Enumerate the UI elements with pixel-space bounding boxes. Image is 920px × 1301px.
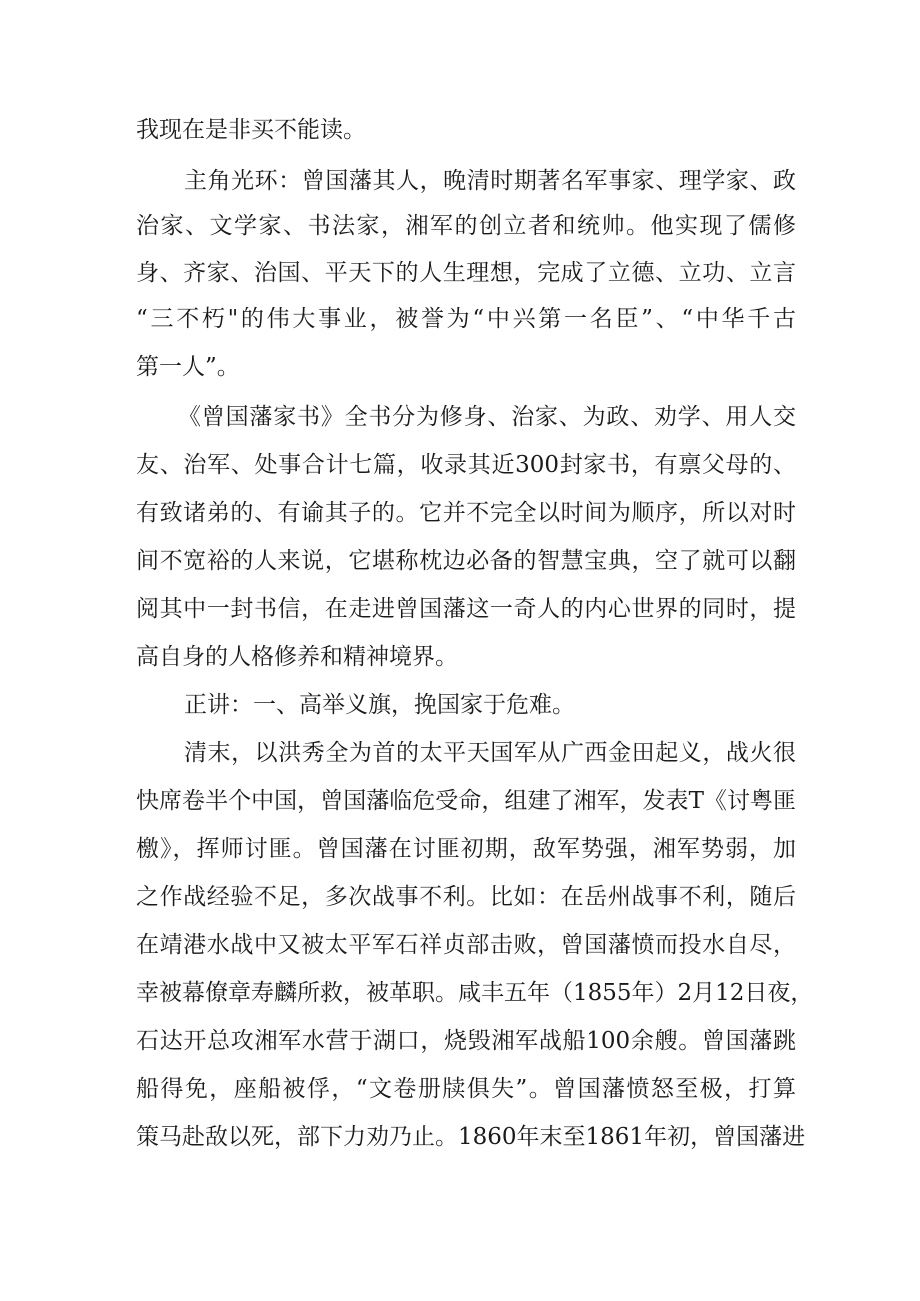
text-line: 之作战经验不足，多次战事不利。比如：在岳州战事不利，随后 <box>136 884 796 910</box>
text-line: 幸被幕僚章寿麟所救，被革职。咸丰五年（1855年）2月12日夜， <box>136 980 814 1006</box>
text-line: 石达开总攻湘军水营于湖口，烧毁湘军战船100余艘。曾国藩跳 <box>136 1028 796 1054</box>
text-line: 治家、文学家、书法家，湘军的创立者和统帅。他实现了儒修 <box>136 213 796 239</box>
text-line: 快席卷半个中国，曾国藩临危受命，组建了湘军，发表T《讨粤匪 <box>136 788 796 814</box>
text-line: 策马赴敌以死，部下力劝乃止。1860年末至1861年初，曾国藩进 <box>136 1124 806 1150</box>
paragraph-first-line: 《曾国藩家书》全书分为修身、治家、为政、劝学、用人交 <box>178 404 796 430</box>
text-line: 阅其中一封书信，在走进曾国藩这一奇人的内心世界的同时，提 <box>136 596 796 622</box>
text-line: 有致诸弟的、有谕其子的。它并不完全以时间为顺序，所以对时 <box>136 500 796 526</box>
text-line: 间不宽裕的人来说，它堪称枕边必备的智慧宝典，空了就可以翻 <box>136 548 796 574</box>
text-line: 船得免，座船被俘，“文卷册牍俱失”。曾国藩愤怒至极，打算 <box>136 1076 796 1102</box>
text-line: “三不朽"的伟大事业，被誉为“中兴第一名臣”、“中华千古 <box>136 306 796 332</box>
paragraph-first-line: 主角光环：曾国藩其人，晚清时期著名军事家、理学家、政 <box>184 168 796 194</box>
text-line: 友、治军、处事合计七篇，收录其近300封家书，有禀父母的、 <box>136 452 796 478</box>
text-line: 檄》，挥师讨匪。曾国藩在讨匪初期，敌军势强，湘军势弱，加 <box>136 836 796 862</box>
section-heading: 正讲：一、高举义旗，挽国家于危难。 <box>184 692 575 718</box>
text-line: 我现在是非买不能读。 <box>136 117 366 143</box>
text-line: 高自身的人格修养和精神境界。 <box>136 644 458 670</box>
text-line: 在靖港水战中又被太平军石祥贞部击败，曾国藩愤而投水自尽， <box>136 932 796 958</box>
text-line: 身、齐家、治国、平天下的人生理想，完成了立德、立功、立言 <box>136 260 796 286</box>
text-line: 第一人”。 <box>136 354 240 380</box>
paragraph-first-line: 清末，以洪秀全为首的太平天国军从广西金田起义，战火很 <box>184 740 796 766</box>
